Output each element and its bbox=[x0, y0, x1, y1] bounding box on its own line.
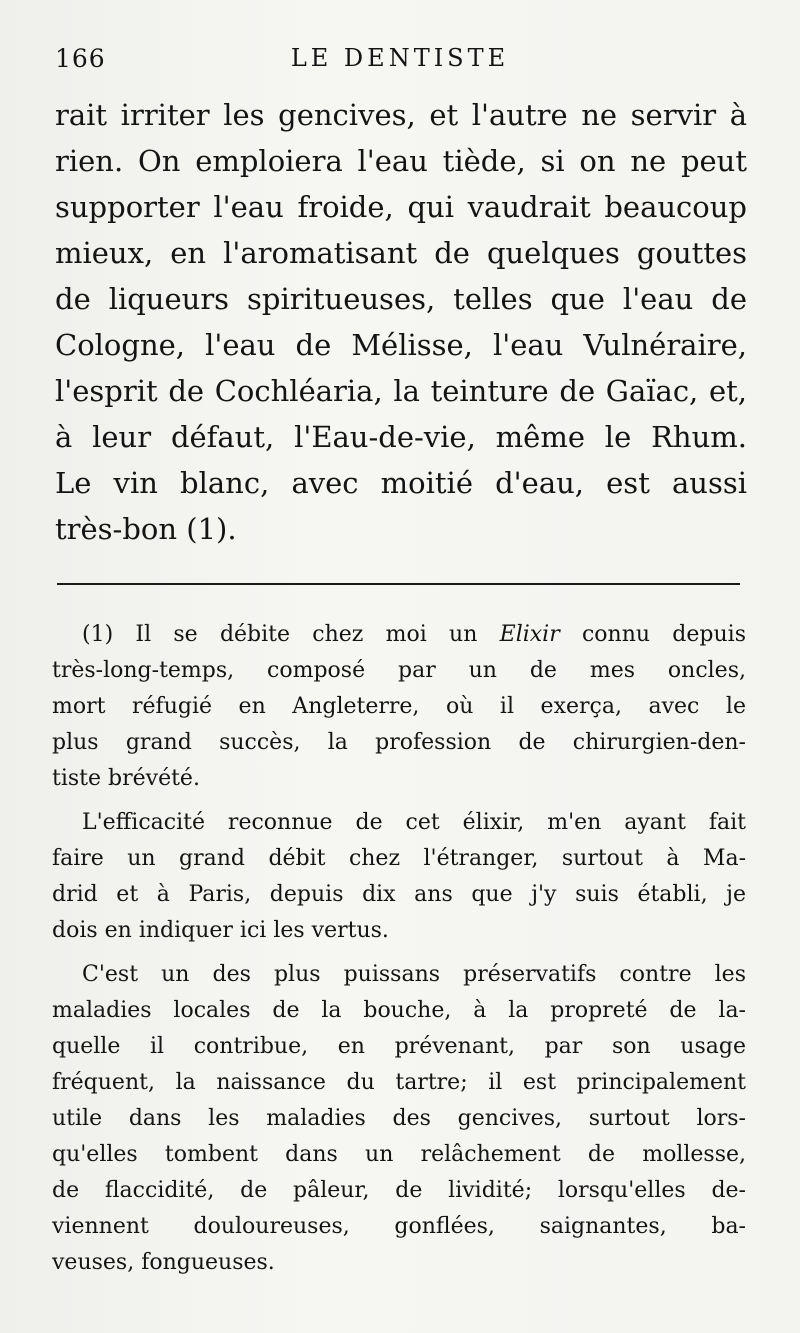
paragraph-gap bbox=[52, 797, 746, 805]
main-text-line: supporter l'eau froide, qui vaudrait beaucoup bbox=[55, 190, 747, 224]
main-text-line: très-bon (1). bbox=[55, 512, 237, 546]
footnote-line: drid et à Paris, depuis dix ans que j'y suis établi, je bbox=[52, 882, 746, 907]
footnote-line: quelle il contribue, en prévenant, par son usage bbox=[52, 1034, 746, 1059]
footnote-italic-term: Elixir bbox=[499, 622, 560, 647]
main-text-line: à leur défaut, l'Eau-de-vie, même le Rhum. bbox=[55, 420, 747, 454]
footnote-line: mort réfugié en Angleterre, où il exerça, avec le bbox=[52, 694, 746, 719]
footnote-line: veuses, fongueuses. bbox=[52, 1250, 275, 1275]
footnote-line: viennent douloureuses, gonflées, saignantes, ba- bbox=[52, 1214, 746, 1239]
footnote-line: C'est un des plus puissans préservatifs contre les bbox=[82, 962, 746, 987]
footnote-line: utile dans les maladies des gencives, surtout lors- bbox=[52, 1106, 746, 1131]
footnote-line: faire un grand débit chez l'étranger, surtout à Ma- bbox=[52, 846, 746, 871]
footnote-text: (1) Il se débite chez moi un bbox=[82, 622, 500, 647]
footnote-line: de flaccidité, de pâleur, de lividité; lorsqu'elles de- bbox=[52, 1178, 746, 1203]
page-number: 166 bbox=[55, 44, 106, 73]
footnote-line: très-long-temps, composé par un de mes oncles, bbox=[52, 658, 746, 683]
main-text-line: Le vin blanc, avec moitié d'eau, est aussi bbox=[55, 466, 747, 500]
footnote-separator-rule bbox=[57, 583, 740, 585]
main-text-line: mieux, en l'aromatisant de quelques gouttes bbox=[55, 236, 747, 270]
main-text-line: de liqueurs spiritueuses, telles que l'eau de bbox=[55, 282, 747, 316]
footnote-line: dois en indiquer ici les vertus. bbox=[52, 918, 389, 943]
footnote-line: fréquent, la naissance du tartre; il est principalement bbox=[52, 1070, 746, 1095]
main-text-line: l'esprit de Cochléaria, la teinture de Gaïac, et, bbox=[55, 374, 747, 408]
footnote-block bbox=[52, 617, 746, 1281]
page-header bbox=[55, 44, 745, 84]
footnote-line: tiste brévété. bbox=[52, 766, 200, 791]
paragraph-gap bbox=[52, 949, 746, 957]
footnote-text: connu depuis bbox=[559, 622, 746, 647]
main-text-line: rien. On emploiera l'eau tiède, si on ne peut bbox=[55, 144, 747, 178]
running-head: LE DENTISTE bbox=[290, 44, 510, 72]
footnote-line: qu'elles tombent dans un relâchement de mollesse, bbox=[52, 1142, 746, 1167]
footnote-line: L'efficacité reconnue de cet élixir, m'en ayant fait bbox=[82, 810, 746, 835]
footnote-line: plus grand succès, la profession de chirurgien-den- bbox=[52, 730, 746, 755]
footnote-line bbox=[52, 617, 746, 653]
main-text-line: rait irriter les gencives, et l'autre ne servir à bbox=[55, 98, 747, 132]
footnote-line: maladies locales de la bouche, à la propreté de la- bbox=[52, 998, 746, 1023]
main-text-line: Cologne, l'eau de Mélisse, l'eau Vulnéraire, bbox=[55, 328, 747, 362]
main-text-block bbox=[55, 92, 747, 552]
